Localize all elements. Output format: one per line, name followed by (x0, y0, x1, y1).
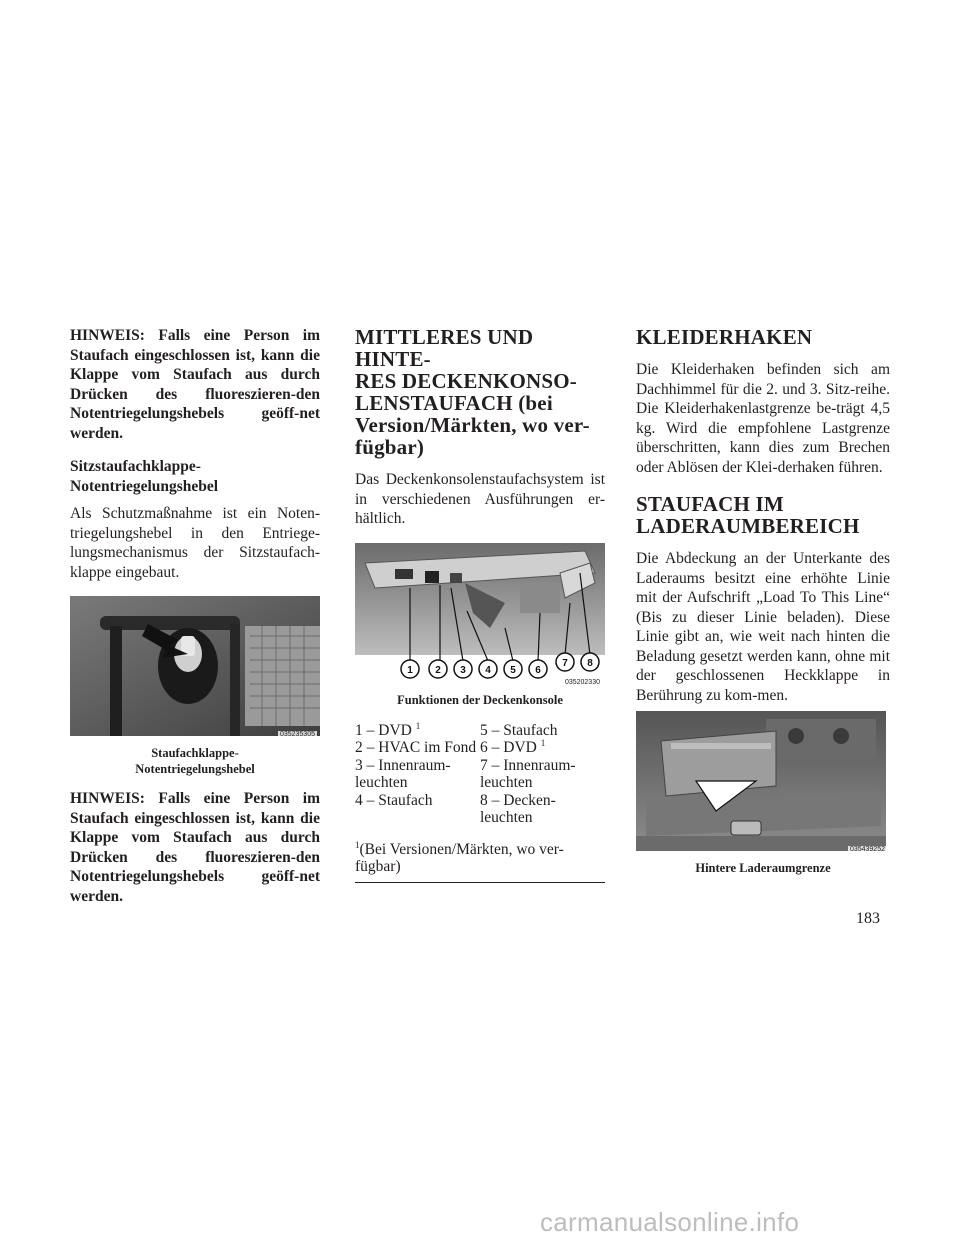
watermark: carmanualsonline.info (540, 1207, 800, 1237)
legend (355, 722, 605, 827)
note-text: HINWEIS: Falls eine Person im Staufach eingeschlossen ist, kann die Klappe vom Staufach aus durch Drücken des fluoreszieren-den Notentriegelungshebels geöff-net werden. (70, 327, 320, 442)
section-heading-coat-hooks: KLEIDERHAKEN (636, 325, 813, 349)
section-heading-cargo-storage: STAUFACH IM LADERAUMBEREICH (636, 492, 860, 538)
legend-item: 6 – DVD $^1$ (480, 737, 546, 756)
cargo-load-line-image (636, 711, 886, 851)
figure-caption: Funktionen der Deckenkonsole (397, 692, 563, 707)
callout-2: 2 (435, 664, 441, 676)
callout-1: 1 (407, 664, 413, 676)
legend-item: 3 – Innenraum-leuchten (355, 756, 451, 791)
paragraph: Als Schutzmaßnahme ist ein Noten-triegelungshebel in den Entriege-lungsmechanismus der Sitzstaufach-klappe eingebaut. (70, 505, 320, 581)
figure-cargo-limit (636, 711, 890, 856)
callout-7: 7 (562, 657, 568, 669)
overhead-console-image (355, 543, 605, 683)
column-middle (355, 326, 605, 883)
legend-item: 1 – DVD $^1$ (355, 720, 421, 739)
legend-item: 2 – HVAC im Fond (355, 739, 477, 756)
callout-8: 8 (587, 657, 593, 669)
legend-item: 7 – Innenraum-leuchten (480, 756, 576, 791)
figure-seat-release (70, 596, 320, 741)
subheading: Sitzstaufachklappe-Notentriegelungshebel (70, 458, 219, 495)
legend-item: 4 – Staufach (355, 791, 433, 809)
legend-item: 5 – Staufach (480, 721, 558, 739)
note-text-2: HINWEIS: Falls eine Person im Staufach eingeschlossen ist, kann die Klappe vom Staufach aus durch Drücken des fluoreszieren-den Notentriegelungshebels geöff-net werden. (70, 790, 320, 905)
figure-code: 035439252 (849, 846, 885, 853)
callout-5: 5 (510, 664, 516, 676)
legend-left (355, 722, 480, 827)
figure-code: 035235305 (279, 731, 315, 738)
seat-release-lever-image (70, 596, 320, 736)
callout-3: 3 (460, 664, 466, 676)
legend-right (480, 722, 605, 827)
column-right (636, 326, 890, 876)
figure-caption: Staufachklappe- Notentriegelungshebel (135, 746, 255, 776)
callout-4: 4 (485, 664, 491, 676)
paragraph: Die Abdeckung an der Unterkante des Laderaums besitzt eine erhöhte Linie mit der Aufschrift „Load To This Line“ (Bis zu dieser Linie beladen). Diese Linie gibt an, wie weit nach hinten die Beladung gesetzt werden kann, ohne mit der geschlossenen Heckklappe in Berührung zu kom-men. (636, 550, 890, 704)
paragraph: Das Deckenkonsolenstaufachsystem ist in verschiedenen Ausführungen er-hältlich. (355, 471, 605, 527)
figure-overhead-console (355, 543, 605, 688)
callout-6: 6 (535, 664, 541, 676)
legend-item: 8 – Decken-leuchten (480, 791, 556, 826)
figure-code: 035202330 (564, 678, 600, 686)
page-number: 183 (856, 910, 880, 927)
section-heading: MITTLERES UND HINTE- RES DECKENKONSO- LENSTAUFACH (bei Version/Märkten, wo ver- fügbar) (355, 325, 590, 459)
paragraph: Die Kleiderhaken befinden sich am Dachhimmel für die 2. und 3. Sitz-reihe. Die Kleiderhakenlastgrenze be-trägt 4,5 kg. Wird die empfohlene Lastgrenze überschritten, kann dies zum Brechen oder Ablösen der Klei-derhaken führen. (636, 361, 890, 476)
column-left (70, 326, 320, 906)
footnote: $^1$(Bei Versionen/Märkten, wo ver-fügbar) (355, 841, 605, 883)
figure-caption: Hintere Laderaumgrenze (695, 861, 831, 875)
